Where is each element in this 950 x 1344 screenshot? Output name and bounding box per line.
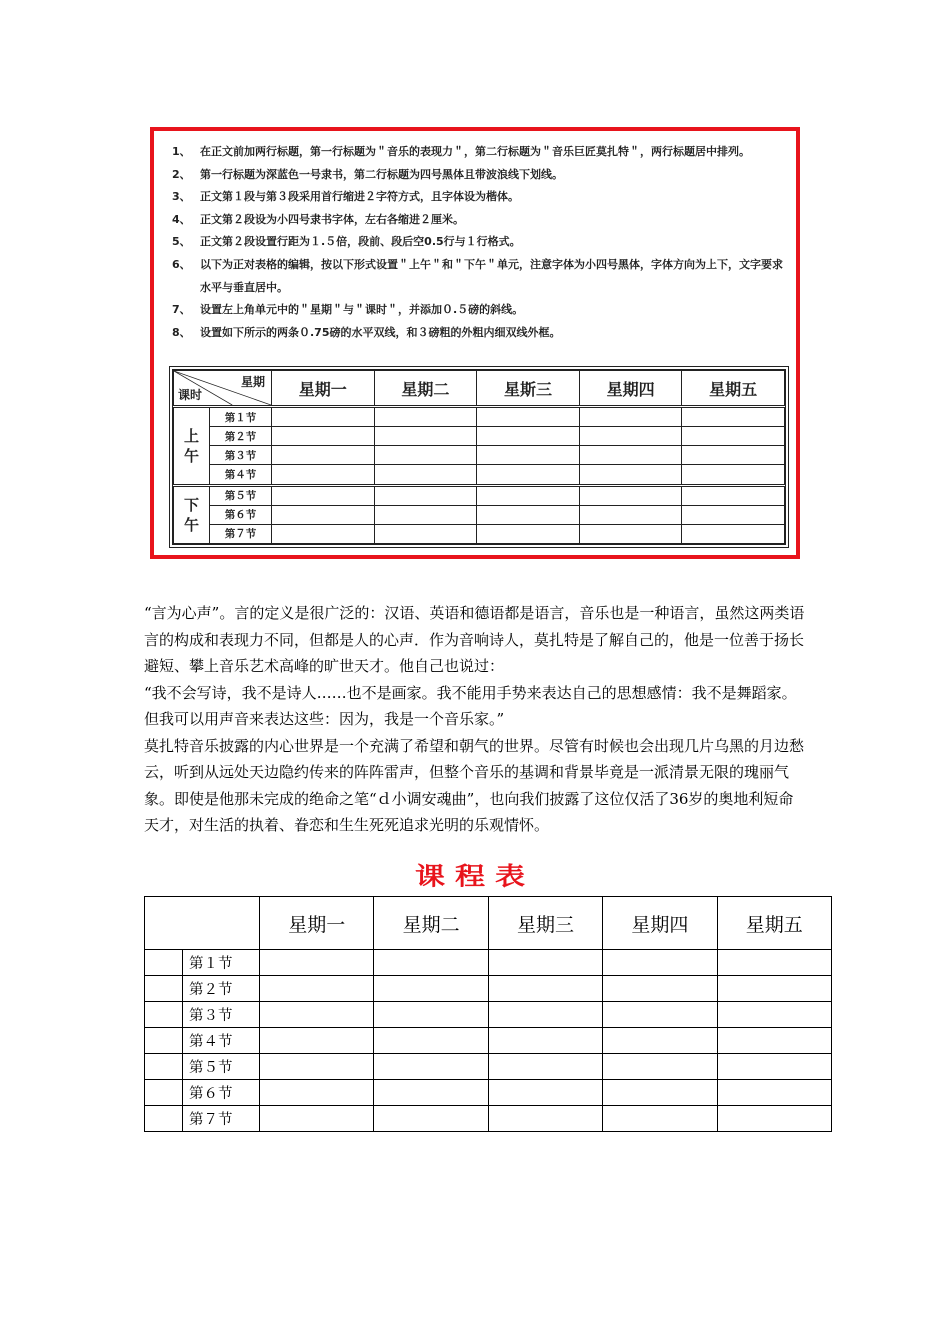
schedule-cell[interactable] xyxy=(488,1080,602,1106)
instruction-item xyxy=(168,254,790,299)
sample-day-header: 星期二 xyxy=(374,371,477,407)
schedule-cell[interactable] xyxy=(603,1106,717,1132)
schedule-cell[interactable] xyxy=(603,950,717,976)
instruction-item xyxy=(168,164,790,187)
schedule-cell[interactable] xyxy=(260,1002,374,1028)
instruction-number: 3、 xyxy=(172,190,191,204)
schedule-cell[interactable] xyxy=(488,950,602,976)
slot-label: 第６节 xyxy=(210,505,272,524)
instruction-item xyxy=(168,299,790,322)
schedule-day-header[interactable]: 星期三 xyxy=(488,897,602,950)
instruction-number: 4、 xyxy=(172,212,191,226)
sample-day-header: 星期四 xyxy=(579,371,682,407)
instruction-item xyxy=(168,186,790,209)
instruction-number: 1、 xyxy=(172,145,191,158)
period-label[interactable]: 第１节 xyxy=(183,950,260,976)
instruction-text: 第一行标题为深蓝色一号隶书，第二行标题为四号黑体且带波浪线下划线。 xyxy=(200,167,563,181)
schedule-cell[interactable] xyxy=(374,1106,488,1132)
table-row xyxy=(145,1106,832,1132)
instruction-text: 设置左上角单元中的＂星期＂与＂课时＂，并添加０.５磅的斜线。 xyxy=(200,303,524,317)
schedule-cell[interactable] xyxy=(374,1028,488,1054)
table-row xyxy=(145,976,832,1002)
instruction-number: 2、 xyxy=(172,167,191,181)
instruction-item xyxy=(168,141,790,164)
schedule-cell[interactable] xyxy=(717,1028,831,1054)
slot-label: 第５节 xyxy=(210,485,272,505)
schedule-cell[interactable] xyxy=(374,1002,488,1028)
schedule-day-header[interactable]: 星期四 xyxy=(603,897,717,950)
schedule-cell[interactable] xyxy=(603,1054,717,1080)
period-label[interactable]: 第６节 xyxy=(183,1080,260,1106)
schedule-cell[interactable] xyxy=(717,950,831,976)
paragraph-2: “我不会写诗，我不是诗人……也不是画家。我不能用手势来表达自己的思想感情：我不是舞蹈家。但我可以用声音来表达这些：因为，我是一个音乐家。” xyxy=(144,683,797,728)
table-row xyxy=(145,1054,832,1080)
schedule-title: 课程表 xyxy=(415,862,535,892)
session-cell[interactable] xyxy=(145,1002,183,1028)
schedule-cell[interactable] xyxy=(488,1054,602,1080)
corner-cell xyxy=(174,371,272,407)
instruction-text: 正文第１段与第３段采用首行缩进２字符方式，且字体设为楷体。 xyxy=(200,190,519,204)
instruction-number: 8、 xyxy=(172,325,191,339)
schedule-cell[interactable] xyxy=(488,1106,602,1132)
table-row xyxy=(145,1002,832,1028)
afternoon-text: 下午 xyxy=(184,495,200,534)
slot-label: 第４节 xyxy=(210,465,272,485)
schedule-cell[interactable] xyxy=(488,1002,602,1028)
slot-label: 第１节 xyxy=(210,407,272,427)
schedule-cell[interactable] xyxy=(717,1080,831,1106)
session-cell[interactable] xyxy=(145,1080,183,1106)
paragraph-3: 莫扎特音乐披露的内心世界是一个充满了希望和朝气的世界。尽管有时候也会出现几片乌黑的月边愁云，听到从远处天边隐约传来的阵阵雷声，但整个音乐的基调和背景毕竟是一派清景无限的瑰丽气象。即使是他那未完成的绝命之笔“ｄ小调安魂曲”，也向我们披露了这位仅活了36岁的奥地利短命天才，对生活的执着、眷恋和生生死死追求光明的乐观情怀。 xyxy=(144,736,805,834)
paragraph-1: “言为心声”。言的定义是很广泛的：汉语、英语和德语都是语言，音乐也是一种语言，虽然这两类语言的构成和表现力不同，但都是人的心声．作为音响诗人，莫扎特是了解自己的，他是一位善于扬长避短、攀上音乐艺术高峰的旷世天才。他自己也说过： xyxy=(144,604,805,675)
instruction-item xyxy=(168,209,790,232)
instruction-text: 正文第２段设为小四号隶书字体，左右各缩进２厘米。 xyxy=(200,212,464,226)
slot-label: 第３节 xyxy=(210,446,272,465)
schedule-cell[interactable] xyxy=(260,1028,374,1054)
instruction-text: 以下为正对表格的编辑，按以下形式设置＂上午＂和＂下午＂单元，注意字体为小四号黑体，字体方向为上下，文字要求水平与垂直居中。 xyxy=(200,257,783,294)
schedule-cell[interactable] xyxy=(603,1028,717,1054)
schedule-day-header[interactable]: 星期二 xyxy=(374,897,488,950)
table-row xyxy=(145,950,832,976)
session-cell[interactable] xyxy=(145,950,183,976)
instruction-number: 6、 xyxy=(172,257,191,271)
period-label[interactable]: 第７节 xyxy=(183,1106,260,1132)
schedule-cell[interactable] xyxy=(260,976,374,1002)
instruction-image-frame xyxy=(150,127,800,559)
session-cell[interactable] xyxy=(145,1054,183,1080)
schedule-cell[interactable] xyxy=(488,1028,602,1054)
corner-bottom-label: 课时 xyxy=(178,388,203,402)
session-cell[interactable] xyxy=(145,1106,183,1132)
table-row xyxy=(145,1080,832,1106)
schedule-cell[interactable] xyxy=(260,950,374,976)
schedule-cell[interactable] xyxy=(603,1080,717,1106)
session-cell[interactable] xyxy=(145,976,183,1002)
schedule-cell[interactable] xyxy=(717,1106,831,1132)
morning-label xyxy=(174,407,210,486)
schedule-cell[interactable] xyxy=(603,976,717,1002)
schedule-cell[interactable] xyxy=(260,1106,374,1132)
schedule-cell[interactable] xyxy=(488,976,602,1002)
schedule-cell[interactable] xyxy=(374,1054,488,1080)
session-cell[interactable] xyxy=(145,1028,183,1054)
instruction-list xyxy=(168,141,790,344)
instruction-text: 设置如下所示的两条０.75磅的水平双线，和３磅粗的外粗内细双线外框。 xyxy=(200,325,561,339)
schedule-cell[interactable] xyxy=(374,976,488,1002)
sample-day-header: 星期一 xyxy=(272,371,375,407)
schedule-cell[interactable] xyxy=(717,1002,831,1028)
schedule-table xyxy=(144,896,832,1132)
slot-label: 第７节 xyxy=(210,524,272,543)
schedule-cell[interactable] xyxy=(260,1080,374,1106)
sample-day-header: 星斯三 xyxy=(477,371,580,407)
article-body xyxy=(144,600,808,839)
instruction-text: 在正文前加两行标题，第一行标题为＂音乐的表现力＂，第二行标题为＂音乐巨匠莫扎特＂，两行标题居中排列。 xyxy=(200,145,750,158)
afternoon-label xyxy=(174,485,210,543)
instruction-number: 5、 xyxy=(172,235,191,249)
schedule-day-header[interactable]: 星期五 xyxy=(717,897,831,950)
period-label[interactable]: 第４节 xyxy=(183,1028,260,1054)
period-label[interactable]: 第３节 xyxy=(183,1002,260,1028)
slot-label: 第２节 xyxy=(210,427,272,446)
schedule-day-header[interactable]: 星期一 xyxy=(260,897,374,950)
period-label[interactable]: 第５节 xyxy=(183,1054,260,1080)
instruction-number: 7、 xyxy=(172,303,191,317)
schedule-corner-cell[interactable] xyxy=(145,897,260,950)
corner-top-label: 星期 xyxy=(240,375,265,389)
morning-text: 上午 xyxy=(184,426,200,465)
schedule-cell[interactable] xyxy=(717,1054,831,1080)
instruction-item xyxy=(168,322,790,345)
schedule-cell[interactable] xyxy=(374,950,488,976)
schedule-cell[interactable] xyxy=(603,1002,717,1028)
instruction-item xyxy=(168,231,790,254)
table-row xyxy=(145,1028,832,1054)
instruction-text: 正文第２段设置行距为１.５倍，段前、段后空0.5行与１行格式。 xyxy=(200,235,521,249)
period-label[interactable]: 第２节 xyxy=(183,976,260,1002)
schedule-cell[interactable] xyxy=(717,976,831,1002)
sample-day-header: 星期五 xyxy=(682,371,785,407)
schedule-cell[interactable] xyxy=(374,1080,488,1106)
schedule-cell[interactable] xyxy=(260,1054,374,1080)
sample-table xyxy=(169,366,789,548)
